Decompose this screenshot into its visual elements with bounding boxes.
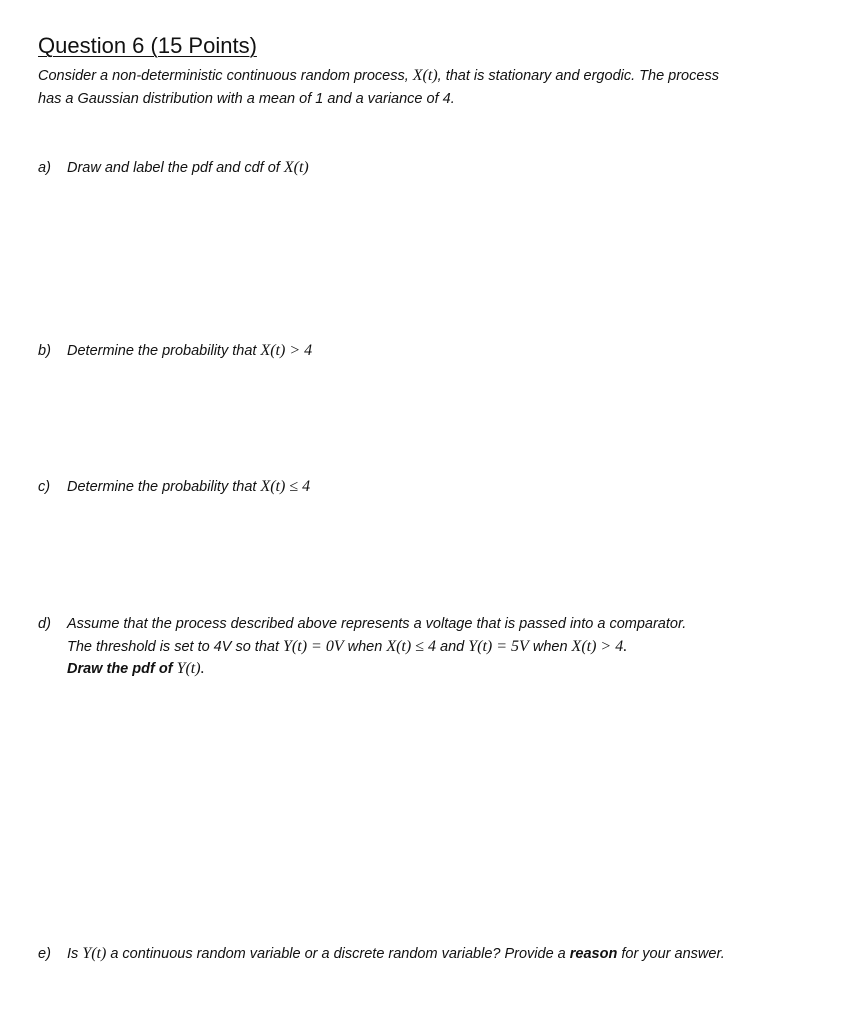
part-a bbox=[38, 157, 798, 180]
part-math: X(t) > 4. bbox=[571, 637, 628, 655]
part-letter: b) bbox=[38, 343, 51, 359]
part-c bbox=[38, 476, 798, 499]
part-text: and bbox=[435, 638, 469, 655]
part-math: Y(t) = 0V bbox=[283, 637, 344, 655]
part-math: X(t) ≤ 4 bbox=[386, 637, 436, 655]
part-d bbox=[38, 613, 798, 681]
intro-text: , that is stationary and ergodic. The process bbox=[437, 68, 719, 84]
part-math: X(t) > 4 bbox=[260, 342, 313, 359]
part-text: when bbox=[343, 638, 387, 655]
part-letter: a) bbox=[38, 160, 51, 176]
part-math: X(t) bbox=[283, 159, 309, 176]
part-bold-text: Draw the pdf of bbox=[67, 661, 177, 677]
part-math: Y(t) = 5V bbox=[468, 637, 529, 655]
part-text: Determine the probability that bbox=[67, 343, 261, 359]
part-letter: e) bbox=[38, 946, 51, 962]
question-intro bbox=[38, 65, 808, 110]
part-letter: d) bbox=[38, 616, 51, 632]
part-math: Y(t). bbox=[176, 660, 205, 677]
part-text: when bbox=[528, 638, 572, 655]
part-math: Y(t) bbox=[82, 945, 107, 962]
intro-text: has a Gaussian distribution with a mean of 1 and a variance of 4. bbox=[38, 90, 455, 107]
part-text: a continuous random variable or a discrete random variable? Provide a bbox=[106, 946, 570, 962]
part-text: Draw and label the pdf and cdf of bbox=[67, 160, 284, 176]
intro-text: Consider a non-deterministic continuous random process, bbox=[38, 68, 413, 84]
part-text: Assume that the process described above represents a voltage that is passed into a comparator. bbox=[67, 616, 687, 632]
part-text: Is bbox=[67, 946, 83, 962]
part-bold-text: reason bbox=[569, 946, 618, 962]
part-text: for your answer. bbox=[617, 946, 725, 962]
part-text: The threshold is set to 4V so that bbox=[67, 638, 284, 655]
intro-math: X(t) bbox=[412, 67, 438, 84]
question-title: Question 6 (15 Points) bbox=[38, 33, 257, 58]
part-b bbox=[38, 340, 798, 363]
part-math: X(t) ≤ 4 bbox=[260, 478, 311, 495]
part-text: Determine the probability that bbox=[67, 479, 261, 495]
part-letter: c) bbox=[38, 479, 51, 495]
part-e bbox=[38, 943, 798, 966]
